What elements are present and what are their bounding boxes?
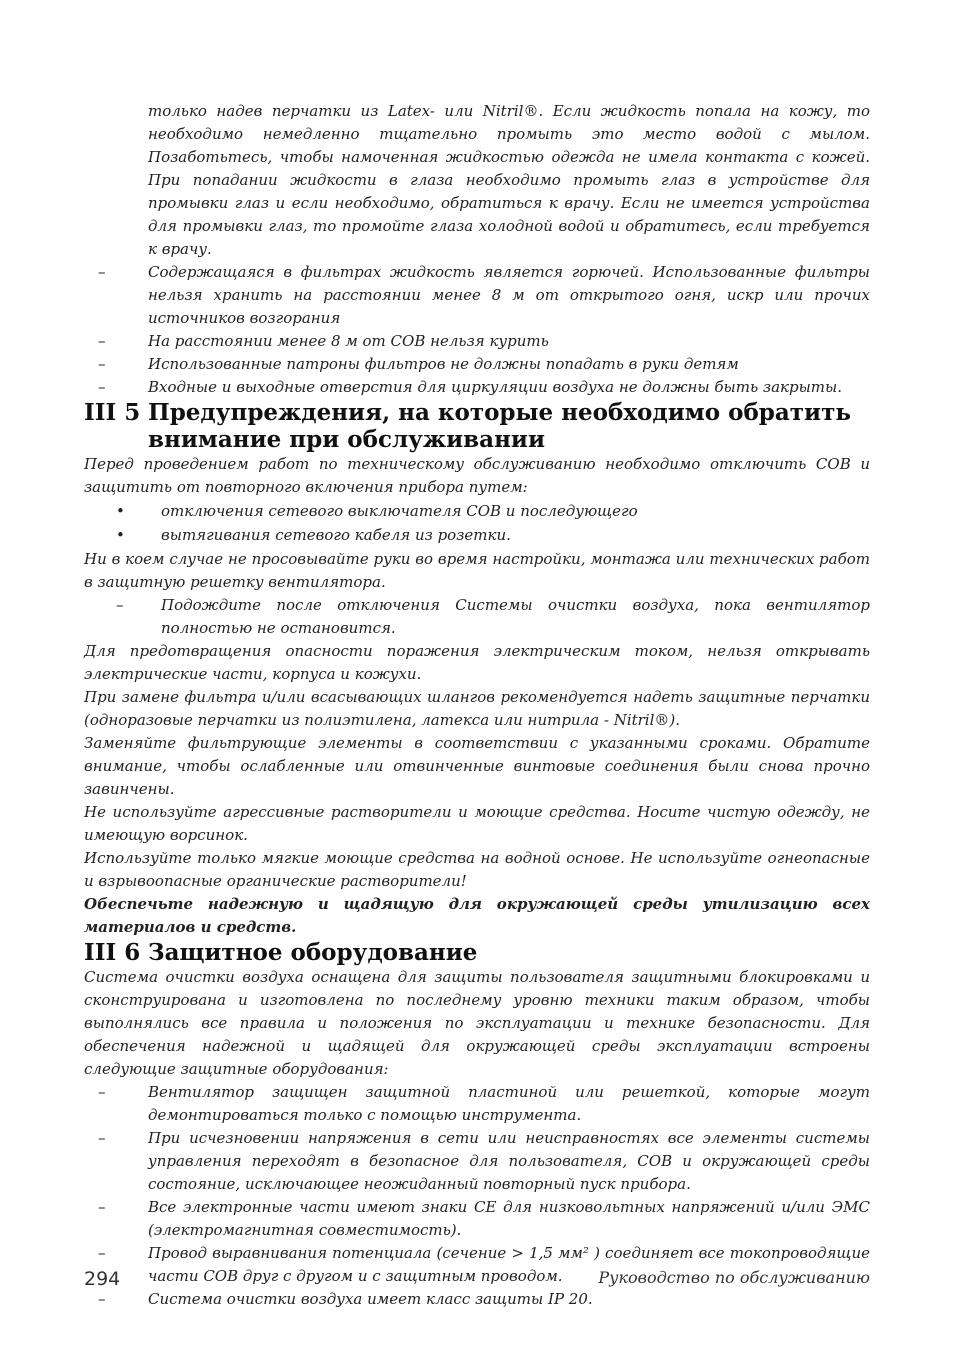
- dash-marker: –: [98, 1198, 106, 1216]
- intro-paragraph: только надев перчатки из Latex- или Nitril®. Если жидкость попала на кожу, то необходимо немедленно тщательно промыть это место водой с мылом. Позаботьтесь, чтобы намоченная жидкостью одежда не имела контакта с кожей. При попадании жидкости в глаза необходимо промыть глаз в устройстве для промывки глаз и если необходимо, обратиться к врачу. Если не имеется устройства для промывки глаз, то промойте глаза холодной водой и обратитесь, если требуется к врачу.: [148, 102, 870, 258]
- list-item: – Вентилятор защищен защитной пластиной или решеткой, которые могут демонтироваться только с помощью инструмента.: [98, 1083, 870, 1124]
- paragraph: Система очистки воздуха оснащена для защиты пользователя защитными блокировками и сконструирована и изготовлена по последнему уровню техники таким образом, чтобы выполнялись все правила и положения по эксплуатации и технике безопасности. Для обеспечения надежной и щадящей для окружающей среды эксплуатации встроены следующие защитные оборудования:: [84, 968, 870, 1078]
- footer-title: Руководство по обслуживанию: [598, 1268, 870, 1287]
- dash-marker: –: [98, 378, 106, 396]
- section-number: III 5: [84, 399, 141, 426]
- page-number: 294: [84, 1268, 121, 1290]
- section-number: III 6: [84, 939, 141, 966]
- bullet-item: • отключения сетевого выключателя СОВ и последующего: [84, 500, 870, 523]
- paragraph: Используйте только мягкие моющие средства на водной основе. Не используйте огнеопасные и взрывоопасные органические растворители!: [84, 849, 870, 890]
- dash-marker: –: [98, 1083, 106, 1101]
- dash-marker: –: [98, 263, 106, 281]
- list-item: – Система очистки воздуха имеет класс защиты IP 20.: [84, 1288, 870, 1311]
- list-item: – Содержащаяся в фильтрах жидкость является горючей. Использованные фильтры нельзя хранить на расстоянии менее 8 м от открытого огня, искр или прочих источников возгорания: [98, 263, 870, 327]
- paragraph: Не используйте агрессивные растворители и моющие средства. Носите чистую одежду, не имеющую ворсинок.: [84, 803, 870, 844]
- list-item: – Использованные патроны фильтров не должны попадать в руки детям: [84, 353, 870, 376]
- paragraph: Для предотвращения опасности поражения электрическим током, нельзя открывать электрические части, корпуса и кожухи.: [84, 642, 870, 683]
- dash-marker: –: [98, 1290, 106, 1308]
- bullet-marker: •: [116, 502, 125, 520]
- section-title: Защитное оборудование: [148, 939, 478, 966]
- page-content: [84, 100, 870, 1311]
- paragraph: Заменяйте фильтрующие элементы в соответствии с указанными сроками. Обратите внимание, чтобы ослабленные или отвинченные винтовые соединения были снова прочно завинчены.: [84, 734, 870, 798]
- list-item: – Провод выравнивания потенциала (сечение > 1,5 мм² ) соединяет все токопроводящие части СОВ друг с другом и с защитным проводом.: [98, 1244, 870, 1285]
- paragraph: Ни в коем случае не просовывайте руки во время настройки, монтажа или технических работ в защитную решетку вентилятора.: [84, 550, 870, 591]
- dash-marker: –: [98, 1129, 106, 1147]
- section-title: Предупреждения, на которые необходимо обратить внимание при обслуживании: [148, 399, 851, 453]
- dash-marker: –: [98, 1244, 106, 1262]
- dash-marker: –: [98, 332, 106, 350]
- list-item: – Все электронные части имеют знаки СЕ для низковольтных напряжений и/или ЭМС (электромагнитная совместимость).: [98, 1198, 870, 1239]
- list-item: – Входные и выходные отверстия для циркуляции воздуха не должны быть закрыты.: [84, 376, 870, 399]
- bullet-item: • вытягивания сетевого кабеля из розетки.: [84, 524, 870, 547]
- list-item: – При исчезновении напряжения в сети или неисправностях все элементы системы управления переходят в безопасное для пользователя, СОВ и окружающей среды состояние, исключающее неожиданный повторный пуск прибора.: [98, 1129, 870, 1193]
- dash-marker: –: [98, 355, 106, 373]
- list-item: – Подождите после отключения Системы очистки воздуха, пока вентилятор полностью не остановится.: [116, 596, 870, 637]
- section-heading-iii5: [84, 399, 870, 453]
- paragraph: При замене фильтра и/или всасывающих шлангов рекомендуется надеть защитные перчатки (одноразовые перчатки из полиэтилена, латекса или нитрила - Nitril®).: [84, 688, 870, 729]
- section-heading-iii6: [84, 939, 870, 966]
- list-item: – На расстоянии менее 8 м от СОВ нельзя курить: [84, 330, 870, 353]
- paragraph: Перед проведением работ по техническому обслуживанию необходимо отключить СОВ и защитить от повторного включения прибора путем:: [84, 455, 870, 496]
- bullet-marker: •: [116, 526, 125, 544]
- bold-paragraph: Обеспечьте надежную и щадящую для окружающей среды утилизацию всех материалов и средств.: [84, 895, 870, 936]
- dash-marker: –: [116, 596, 124, 614]
